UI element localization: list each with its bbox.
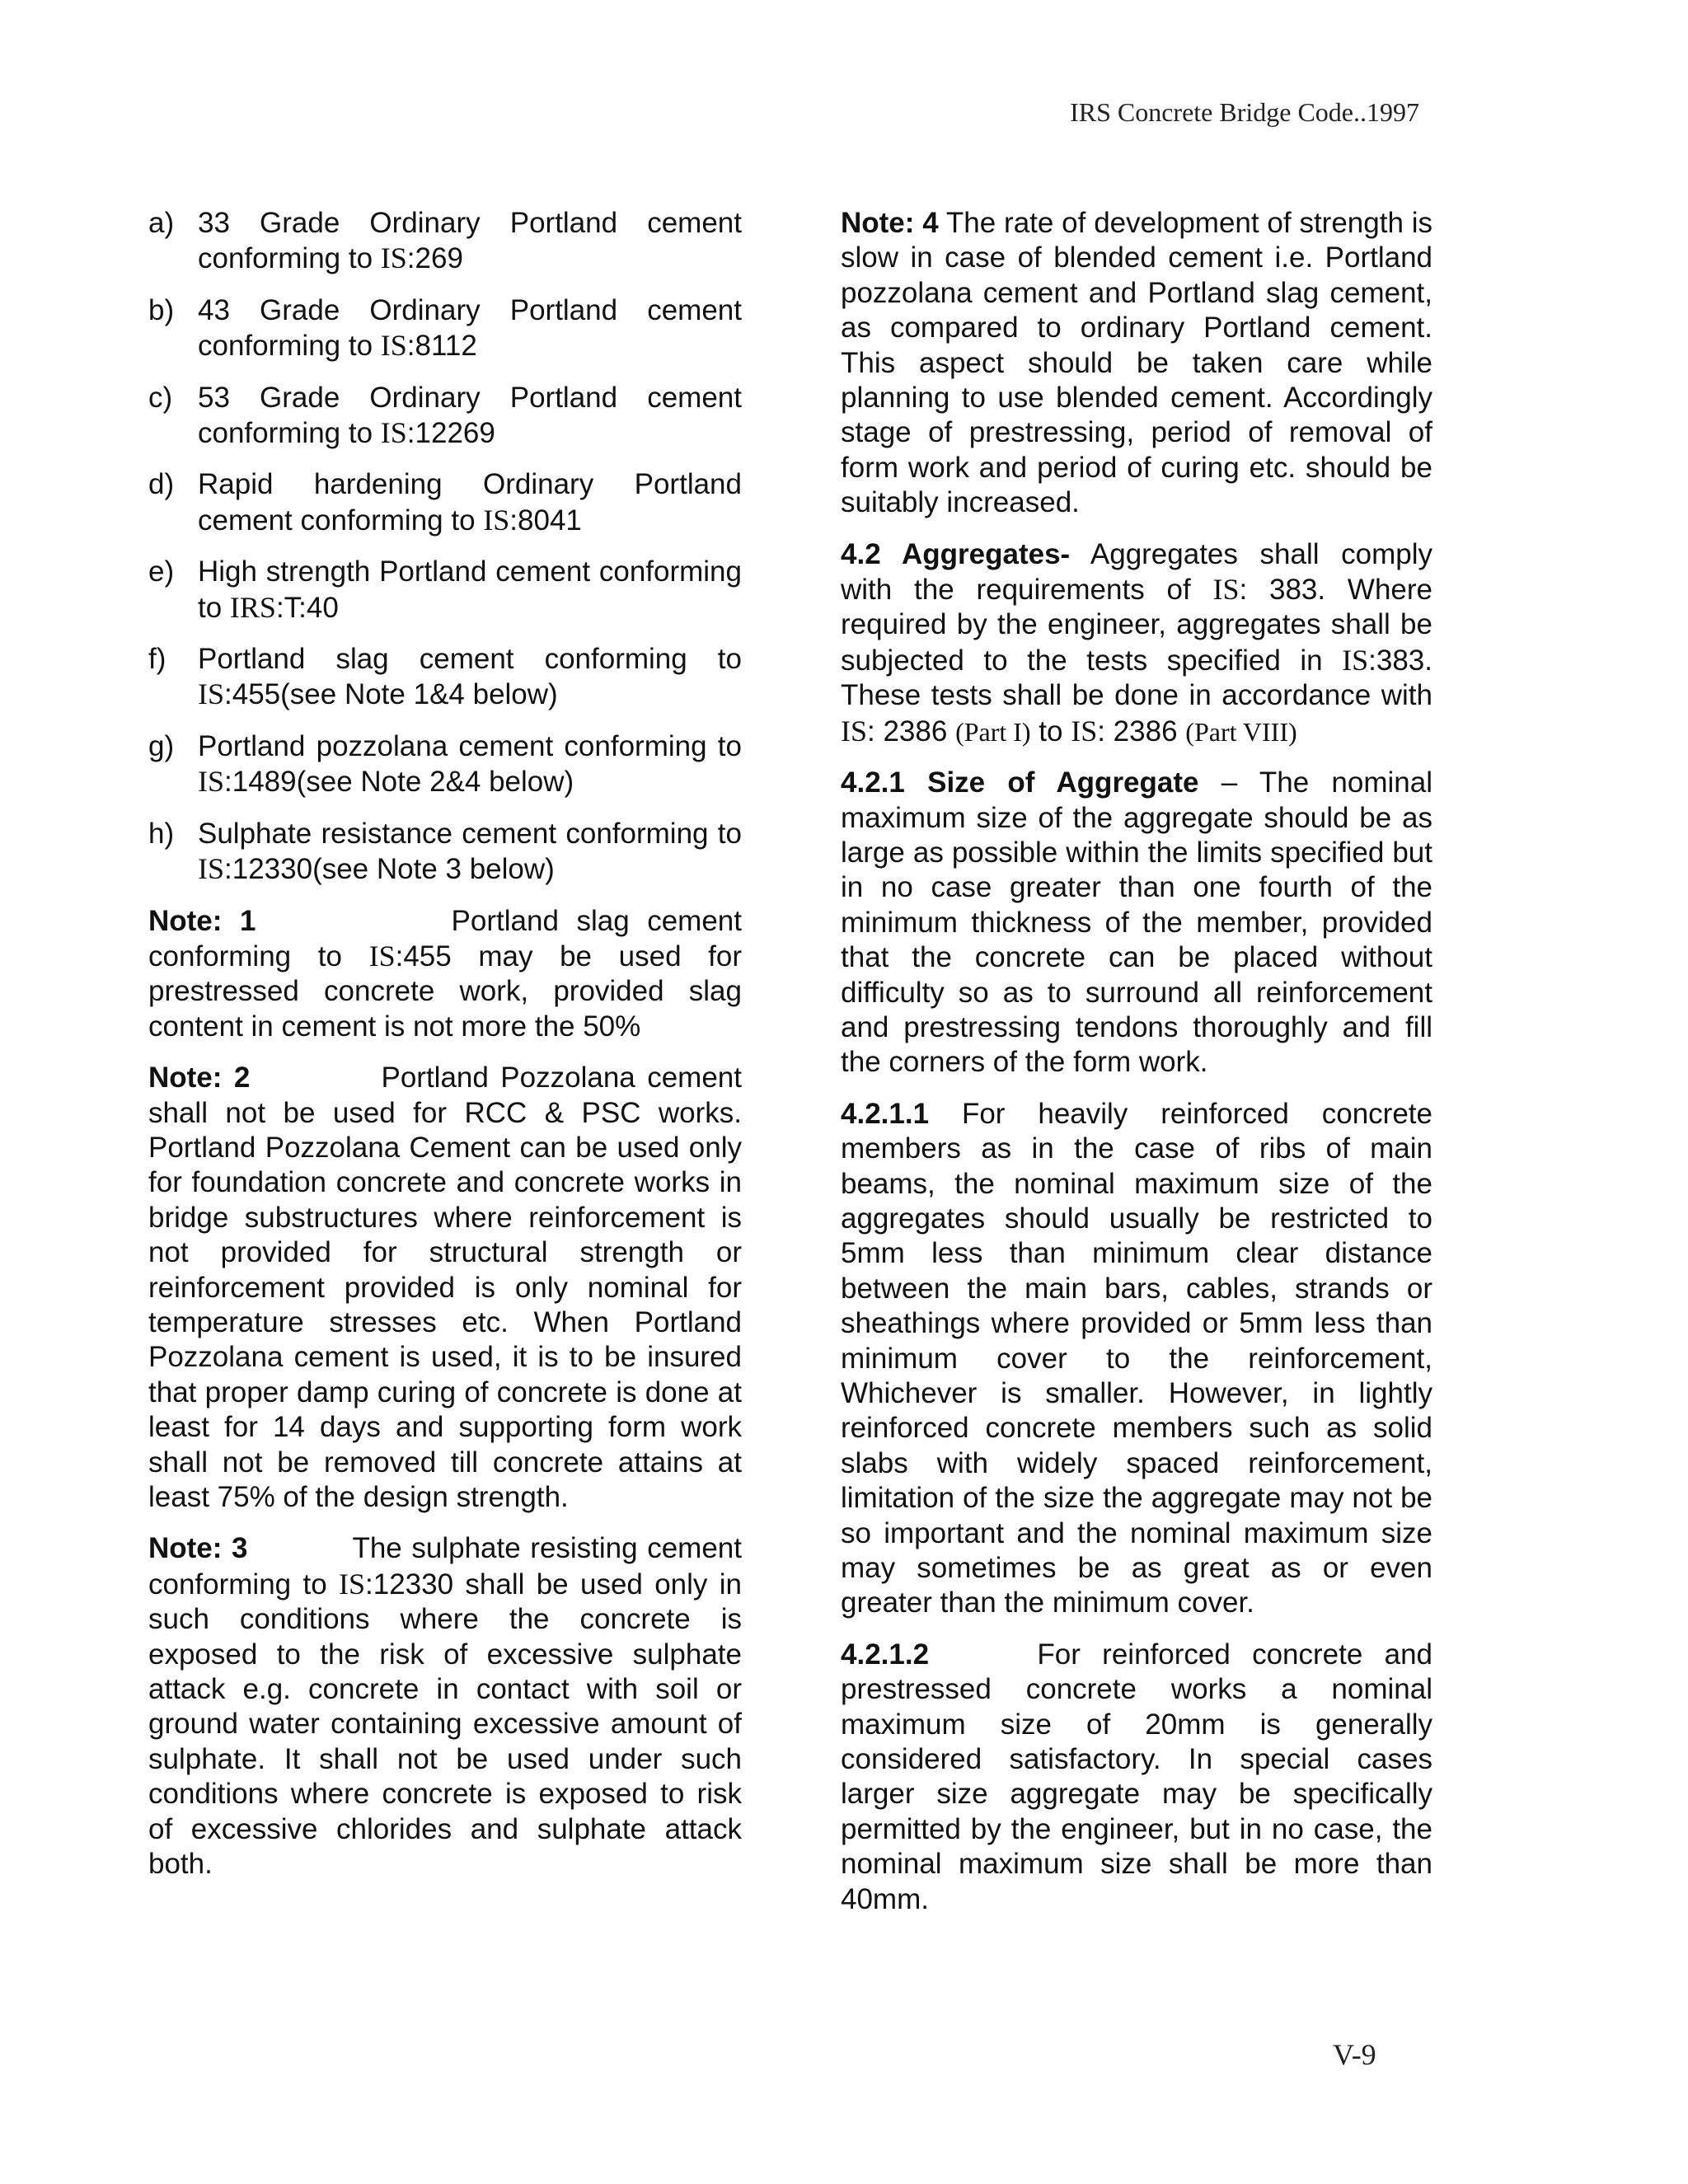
section-heading: 4.2.1.1 [841,1097,930,1130]
list-text [198,467,742,538]
standard-code: IS [1071,714,1098,748]
list-text-part: Rapid hardening Ordinary Portland cement conforming to [198,468,742,537]
list-text-part: :8041 [509,504,582,537]
list-text-part: :12330(see Note 3 below) [224,853,555,886]
section-text: to [1030,715,1071,748]
left-column [148,206,742,1898]
note-text: The sulphate resisting cement conforming to [148,1532,742,1601]
part-reference: (Part I) [955,716,1031,747]
list-marker: e) [148,555,175,588]
section-text: Aggregates shall comply with the requirements of [841,537,1432,607]
list-text-part: High strength Portland cement conforming to [198,555,742,624]
section-text: – The nominal maximum size of the aggregate should be as large as possible within the limits specified but in no case greater than one fourth of the minimum thickness of the member, provided that the concrete can be placed without difficulty so as to surround all reinforcement and prestressing tendons thoroughly and fill the corners of the form work. [841,766,1433,1079]
section-heading: 4.2.1 Size of Aggregate [841,766,1199,799]
note-text: Portland Pozzolana cement shall not be used for RCC & PSC works. Portland Pozzolana Cement can be used only for foundation concrete and concrete works in bridge substructures where reinforcement is not provided for structural strength or reinforcement provided is only nominal for temperature stresses etc. When Portland Pozzolana cement is used, it is to be insured that proper damp curing of concrete is done at least for 14 days and supporting form work shall not be removed till concrete attains at least 75% of the design strength. [148,1062,742,1513]
note-label: Note: 2 [148,1062,251,1094]
list-text-part: :269 [406,242,463,275]
note-label: Note: 4 [841,207,939,239]
list-item [148,642,742,713]
section-text: : 2386 [1097,715,1186,748]
list-text [198,293,742,364]
section-text: For heavily reinforced concrete members as in the case of ribs of main beams, the nominal maximum size of the aggregates should usually be restricted to 5mm less than minimum clear distance between the main bars, cables, strands or sheathings where provided or 5mm less than minimum cover to the reinforcement, Whichever is smaller. However, in lightly reinforced concrete members such as solid slabs with widely spaced reinforcement, limitation of the size the aggregate may not be so important and the nominal maximum size may sometimes be as great as or even greater than the minimum cover. [841,1097,1432,1619]
note-3 [148,1531,742,1882]
note-4 [841,206,1432,521]
section-heading: 4.2 Aggregates- [841,537,1071,570]
standard-code: IS [841,714,868,748]
list-marker: b) [148,293,175,326]
note-1 [148,904,742,1045]
section-heading: 4.2.1.2 [841,1638,930,1671]
list-marker: c) [148,381,173,414]
note-2 [148,1061,742,1515]
section-4-2-1 [841,766,1432,1080]
section-text: For reinforced concrete and prestressed concrete works a nominal maximum size of 20mm is generally considered satisfactory. In special cases larger size aggregate may be specifically permitted by the engineer, but in no case, the nominal maximum size shall be more than 40mm. [841,1638,1432,1915]
list-text [198,729,742,800]
standard-code: IS [380,416,407,450]
right-column [841,206,1432,1933]
list-text-part: 43 Grade Ordinary Portland cement conforming to [198,293,742,363]
list-text-part: :455(see Note 1&4 below) [224,678,558,711]
list-item [148,817,742,888]
section-4-2 [841,537,1432,749]
list-item [148,381,742,452]
list-text-part: :T:40 [275,591,339,624]
list-item [148,729,742,800]
page-number: V-9 [1333,2038,1376,2071]
list-text-part: :12269 [406,417,495,450]
note-label: Note: 1 [148,904,256,937]
note-text: The rate of development of strength is slow in case of blended cement i.e. Portland pozzolana cement and Portland slag cement, as compared to ordinary Portland cement. This aspect should be taken care while planning to use blended cement. Accordingly stage of prestressing, period of removal of form work and period of curing etc. should be suitably increased. [841,207,1433,519]
list-item [148,555,742,626]
standard-code: IS [198,677,225,711]
list-text [198,555,742,626]
list-text-part: Portland slag cement conforming to [198,643,742,676]
standard-code: IS [380,329,407,363]
section-text: : 383. Where required by the engineer, aggregates shall be subjected to the tests specified in [841,574,1432,677]
list-text-part: 33 Grade Ordinary Portland cement conforming to [198,207,742,275]
list-text-part: Sulphate resistance cement conforming to [198,817,742,850]
section-4-2-1-2 [841,1638,1432,1917]
standard-code: IS [483,503,510,537]
standard-code: IS [1212,573,1240,607]
standard-code: IRS [229,590,276,624]
note-text: :455 may be used for prestressed concrete work, provided slag content in cement is not more the 50% [148,940,742,1043]
list-marker: h) [148,817,175,850]
standard-code: IS [380,241,407,275]
list-marker: a) [148,207,175,239]
section-4-2-1-1 [841,1097,1432,1621]
running-header: IRS Concrete Bridge Code..1997 [1070,97,1419,127]
list-item [148,293,742,364]
list-marker: g) [148,729,175,762]
list-item [148,467,742,538]
note-label: Note: 3 [148,1532,248,1565]
part-reference: (Part VIII) [1185,716,1297,747]
standard-code: IS [198,852,225,886]
note-text: Portland slag cement conforming to [148,904,742,972]
list-text [198,642,742,713]
list-marker: d) [148,468,175,501]
section-text: :383. These tests shall be done in accordance with [841,644,1432,712]
list-text-part: Portland pozzolana cement conforming to [198,729,742,762]
list-marker: f) [148,643,166,676]
section-text: : 2386 [867,715,956,748]
standard-code: IS [368,939,396,972]
list-text-part: :8112 [406,330,477,363]
list-text-part: :1489(see Note 2&4 below) [224,766,574,799]
list-text [198,206,742,277]
list-text [198,381,742,452]
list-text-part: 53 Grade Ordinary Portland cement conforming to [198,381,742,450]
list-text [198,817,742,888]
list-item [148,206,742,277]
standard-code: IS [339,1567,366,1601]
standard-code: IS [198,765,225,799]
note-text: :12330 shall be used only in such conditions where the concrete is exposed to the risk of excessive sulphate attack e.g. concrete in contact with soil or ground water containing excessive amount of sulphate. It shall not be used under such conditions where concrete is exposed to risk of excessive chlorides and sulphate attack both. [148,1568,742,1881]
standard-code: IS [1342,643,1369,677]
